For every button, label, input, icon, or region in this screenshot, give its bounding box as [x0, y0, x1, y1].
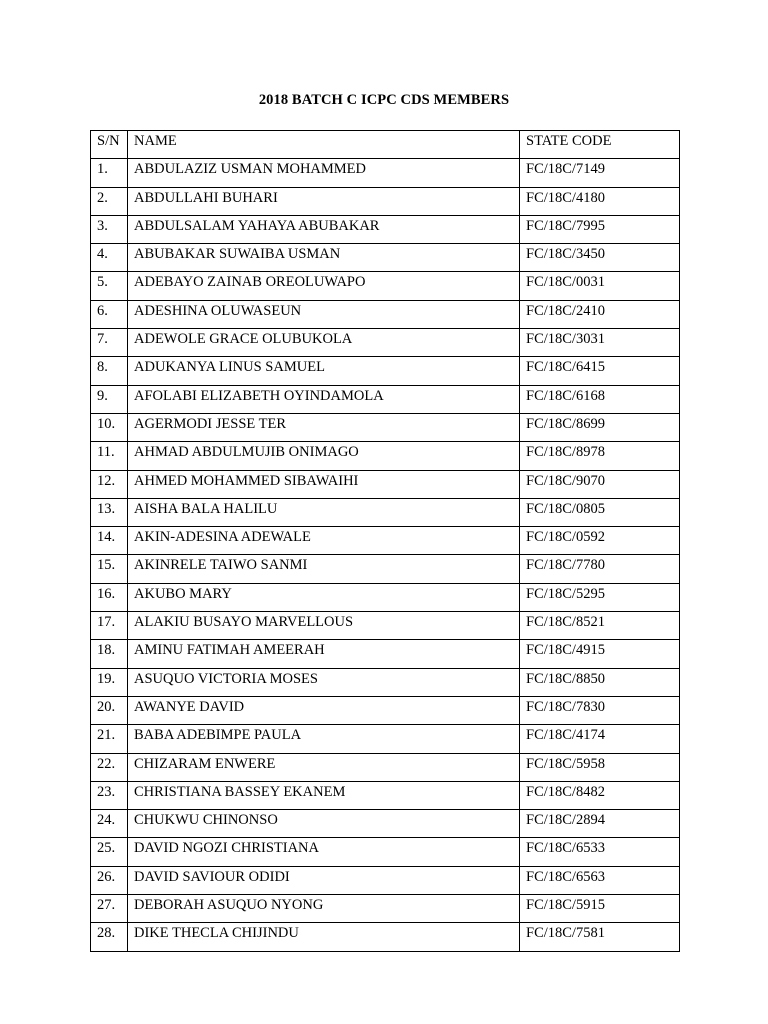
cell-name: DAVID SAVIOUR ODIDI — [128, 866, 520, 894]
cell-state-code: FC/18C/8482 — [520, 781, 680, 809]
cell-sn: 11. — [91, 442, 128, 470]
cell-sn: 17. — [91, 612, 128, 640]
cell-sn: 21. — [91, 725, 128, 753]
cell-sn: 22. — [91, 753, 128, 781]
table-row — [91, 413, 680, 441]
cell-state-code: FC/18C/7830 — [520, 696, 680, 724]
cell-state-code: FC/18C/4174 — [520, 725, 680, 753]
table-row — [91, 470, 680, 498]
cell-name: ASUQUO VICTORIA MOSES — [128, 668, 520, 696]
cell-name: AISHA BALA HALILU — [128, 498, 520, 526]
table-row — [91, 781, 680, 809]
cell-state-code: FC/18C/0031 — [520, 272, 680, 300]
cell-sn: 25. — [91, 838, 128, 866]
cell-name: ADEBAYO ZAINAB OREOLUWAPO — [128, 272, 520, 300]
table-body — [91, 159, 680, 951]
cell-sn: 28. — [91, 923, 128, 951]
table-row — [91, 300, 680, 328]
table-row — [91, 159, 680, 187]
cell-state-code: FC/18C/0592 — [520, 527, 680, 555]
table-row — [91, 329, 680, 357]
cell-name: AMINU FATIMAH AMEERAH — [128, 640, 520, 668]
table-row — [91, 498, 680, 526]
cell-state-code: FC/18C/3450 — [520, 244, 680, 272]
cell-state-code: FC/18C/9070 — [520, 470, 680, 498]
cell-sn: 19. — [91, 668, 128, 696]
cell-name: ADEWOLE GRACE OLUBUKOLA — [128, 329, 520, 357]
table-row — [91, 753, 680, 781]
cell-sn: 10. — [91, 413, 128, 441]
cell-sn: 6. — [91, 300, 128, 328]
table-row — [91, 244, 680, 272]
cell-name: CHRISTIANA BASSEY EKANEM — [128, 781, 520, 809]
cell-name: DAVID NGOZI CHRISTIANA — [128, 838, 520, 866]
members-table — [90, 130, 680, 952]
cell-name: CHIZARAM ENWERE — [128, 753, 520, 781]
table-row — [91, 215, 680, 243]
cell-state-code: FC/18C/6533 — [520, 838, 680, 866]
header-sn: S/N — [91, 131, 128, 159]
cell-name: ADUKANYA LINUS SAMUEL — [128, 357, 520, 385]
cell-sn: 12. — [91, 470, 128, 498]
cell-name: DIKE THECLA CHIJINDU — [128, 923, 520, 951]
cell-name: ABDULSALAM YAHAYA ABUBAKAR — [128, 215, 520, 243]
header-name: NAME — [128, 131, 520, 159]
cell-name: ADESHINA OLUWASEUN — [128, 300, 520, 328]
cell-sn: 14. — [91, 527, 128, 555]
cell-sn: 4. — [91, 244, 128, 272]
cell-state-code: FC/18C/5958 — [520, 753, 680, 781]
cell-state-code: FC/18C/5915 — [520, 895, 680, 923]
cell-sn: 7. — [91, 329, 128, 357]
cell-name: AKIN-ADESINA ADEWALE — [128, 527, 520, 555]
table-row — [91, 866, 680, 894]
table-row — [91, 923, 680, 951]
page-title: 2018 BATCH C ICPC CDS MEMBERS — [258, 92, 510, 108]
cell-state-code: FC/18C/2410 — [520, 300, 680, 328]
table-row — [91, 838, 680, 866]
cell-state-code: FC/18C/8978 — [520, 442, 680, 470]
cell-state-code: FC/18C/8850 — [520, 668, 680, 696]
cell-name: ALAKIU BUSAYO MARVELLOUS — [128, 612, 520, 640]
cell-name: ABDULLAHI BUHARI — [128, 187, 520, 215]
cell-state-code: FC/18C/8521 — [520, 612, 680, 640]
cell-sn: 15. — [91, 555, 128, 583]
cell-sn: 9. — [91, 385, 128, 413]
cell-name: AKUBO MARY — [128, 583, 520, 611]
table-row — [91, 442, 680, 470]
header-state-code: STATE CODE — [520, 131, 680, 159]
cell-sn: 24. — [91, 810, 128, 838]
table-row — [91, 555, 680, 583]
cell-state-code: FC/18C/7149 — [520, 159, 680, 187]
cell-sn: 2. — [91, 187, 128, 215]
cell-sn: 23. — [91, 781, 128, 809]
cell-state-code: FC/18C/7995 — [520, 215, 680, 243]
cell-name: AHMED MOHAMMED SIBAWAIHI — [128, 470, 520, 498]
cell-sn: 20. — [91, 696, 128, 724]
cell-state-code: FC/18C/7780 — [520, 555, 680, 583]
cell-sn: 27. — [91, 895, 128, 923]
table-row — [91, 357, 680, 385]
cell-name: AGERMODI JESSE TER — [128, 413, 520, 441]
table-row — [91, 583, 680, 611]
cell-name: ABUBAKAR SUWAIBA USMAN — [128, 244, 520, 272]
table-row — [91, 895, 680, 923]
cell-name: AHMAD ABDULMUJIB ONIMAGO — [128, 442, 520, 470]
cell-state-code: FC/18C/6415 — [520, 357, 680, 385]
table-row — [91, 527, 680, 555]
cell-name: AKINRELE TAIWO SANMI — [128, 555, 520, 583]
cell-sn: 1. — [91, 159, 128, 187]
cell-state-code: FC/18C/5295 — [520, 583, 680, 611]
cell-state-code: FC/18C/0805 — [520, 498, 680, 526]
cell-state-code: FC/18C/7581 — [520, 923, 680, 951]
cell-name: CHUKWU CHINONSO — [128, 810, 520, 838]
table-row — [91, 272, 680, 300]
table-row — [91, 810, 680, 838]
table-row — [91, 640, 680, 668]
cell-state-code: FC/18C/3031 — [520, 329, 680, 357]
table-row — [91, 668, 680, 696]
cell-name: AWANYE DAVID — [128, 696, 520, 724]
cell-sn: 26. — [91, 866, 128, 894]
cell-state-code: FC/18C/2894 — [520, 810, 680, 838]
cell-state-code: FC/18C/6563 — [520, 866, 680, 894]
table-row — [91, 612, 680, 640]
table-header-row — [91, 131, 680, 159]
cell-sn: 3. — [91, 215, 128, 243]
cell-state-code: FC/18C/4180 — [520, 187, 680, 215]
cell-name: BABA ADEBIMPE PAULA — [128, 725, 520, 753]
table-row — [91, 385, 680, 413]
cell-sn: 5. — [91, 272, 128, 300]
cell-state-code: FC/18C/6168 — [520, 385, 680, 413]
table-row — [91, 187, 680, 215]
table-row — [91, 725, 680, 753]
cell-sn: 13. — [91, 498, 128, 526]
cell-sn: 16. — [91, 583, 128, 611]
cell-state-code: FC/18C/4915 — [520, 640, 680, 668]
table-row — [91, 696, 680, 724]
cell-sn: 8. — [91, 357, 128, 385]
cell-name: DEBORAH ASUQUO NYONG — [128, 895, 520, 923]
cell-name: AFOLABI ELIZABETH OYINDAMOLA — [128, 385, 520, 413]
cell-name: ABDULAZIZ USMAN MOHAMMED — [128, 159, 520, 187]
cell-sn: 18. — [91, 640, 128, 668]
cell-state-code: FC/18C/8699 — [520, 413, 680, 441]
